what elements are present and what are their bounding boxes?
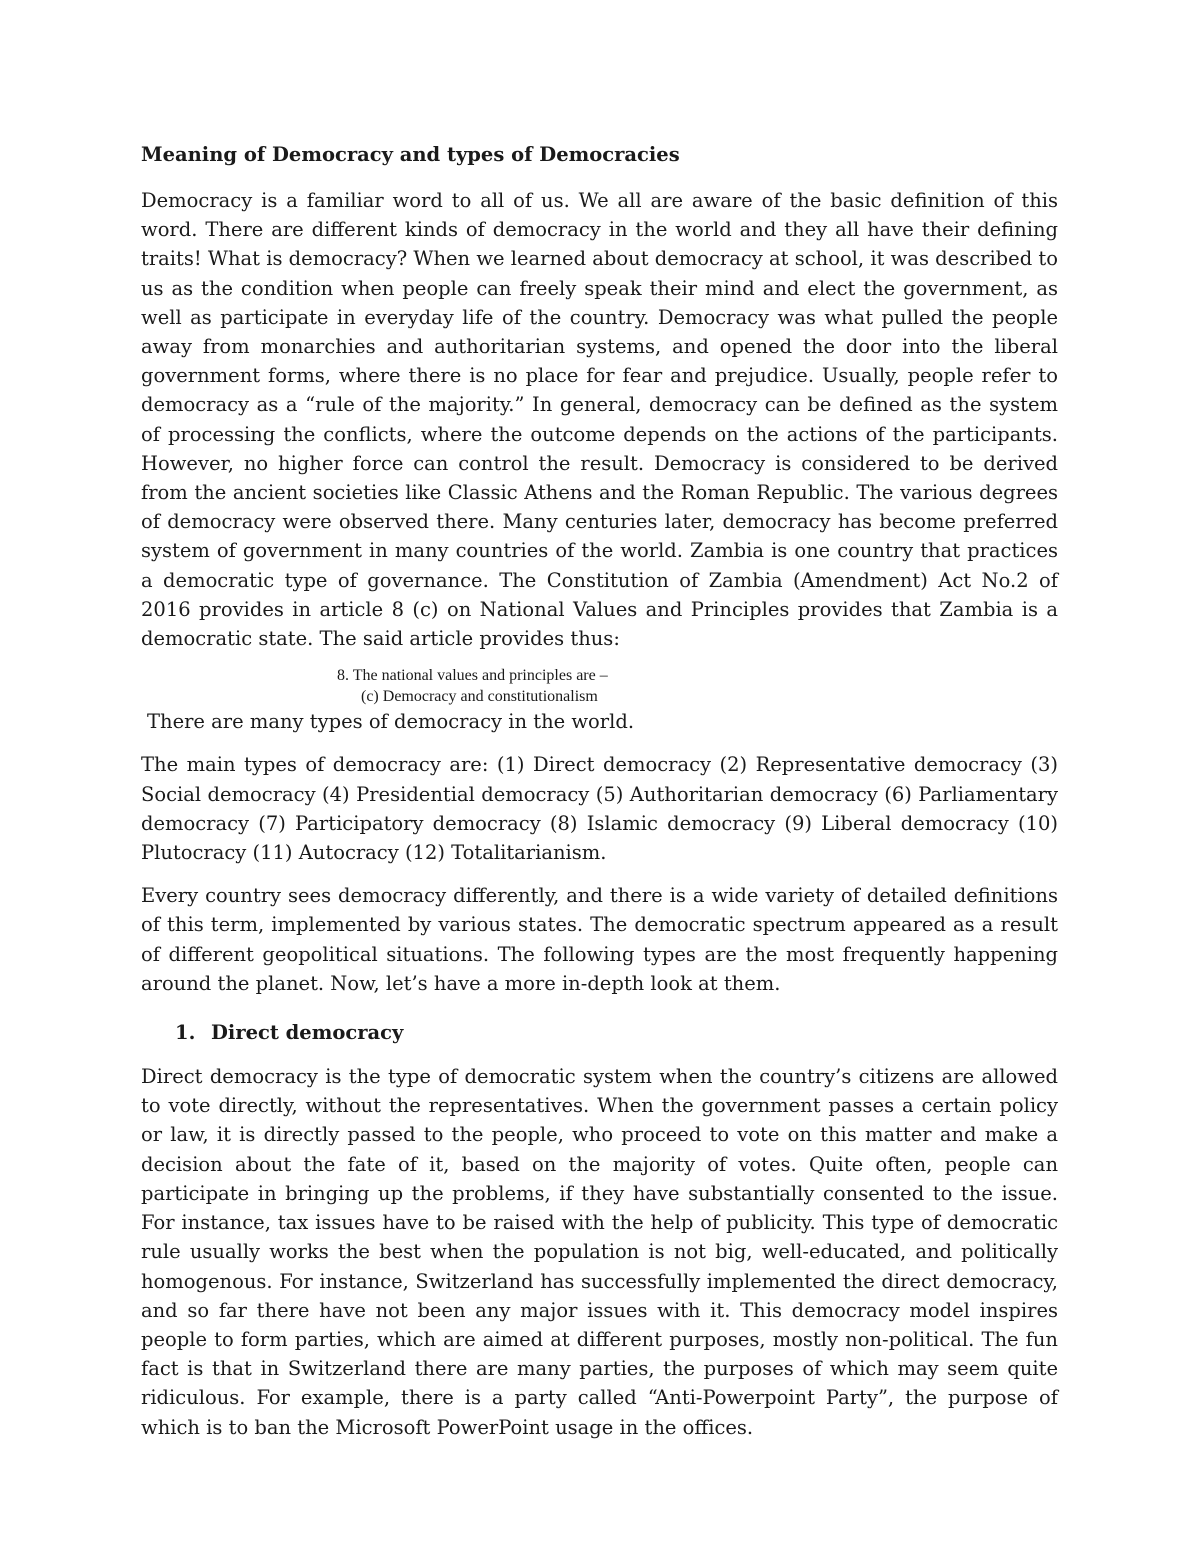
types-list-paragraph: The main types of democracy are: (1) Direct democracy (2) Representative democracy (3) Social democracy (4) Presidential democracy (5) Authoritarian democracy (6) Parliamentary democracy (7) Participatory democracy (8) Islamic democracy (9) Liberal democracy (10) Plutocracy (11) Autocracy (12) Totalitarianism. [141, 753, 1058, 865]
types-intro-sentence: There are many types of democracy in the world. [147, 710, 635, 734]
document-title: Meaning of Democracy and types of Democracies [141, 143, 680, 166]
section-heading-text: Direct democracy [211, 1021, 404, 1045]
quote-line-1: 8. The national values and principles are – [337, 667, 608, 685]
section-heading-direct-democracy [141, 1018, 1058, 1048]
quote-line-2: (c) Democracy and constitutionalism [361, 688, 598, 706]
document-page [141, 140, 1058, 1442]
direct-democracy-paragraph: Direct democracy is the type of democratic system when the country’s citizens are allowed to vote directly, without the representatives. When the government passes a certain policy or law, it is directly passed to the people, who proceed to vote on this matter and make a decision about the fate of it, based on the majority of votes. Quite often, people can participate in bringing up the problems, if they have substantially consented to the issue. For instance, tax issues have to be raised with the help of publicity. This type of democratic rule usually works the best when the population is not big, well-educated, and politically homogenous. For instance, Switzerland has successfully implemented the direct democracy, and so far there have not been any major issues with it. This democracy model inspires people to form parties, which are aimed at different purposes, mostly non-political. The fun fact is that in Switzerland there are many parties, the purposes of which may seem quite ridiculous. For example, there is a party called “Anti-Powerpoint Party”, the purpose of which is to ban the Microsoft PowerPoint usage in the offices. [141, 1065, 1058, 1439]
constitution-quote [141, 665, 1058, 707]
section-number: 1. [175, 1021, 196, 1045]
spectrum-paragraph: Every country sees democracy differently, and there is a wide variety of detailed definitions of this term, implemented by various states. The democratic spectrum appeared as a result of different geopolitical situations. The following types are the most frequently happening around the planet. Now, let’s have a more in-depth look at them. [141, 884, 1058, 995]
intro-paragraph: Democracy is a familiar word to all of us. We all are aware of the basic definition of this word. There are different kinds of democracy in the world and they all have their defining traits! What is democracy? When we learned about democracy at school, it was described to us as the condition when people can freely speak their mind and elect the government, as well as participate in everyday life of the country. Democracy was what pulled the people away from monarchies and authoritarian systems, and opened the door into the liberal government forms, where there is no place for fear and prejudice. Usually, people refer to democracy as a “rule of the majority.” In general, democracy can be defined as the system of processing the conflicts, where the outcome depends on the actions of the participants. However, no higher force can control the result. Democracy is considered to be derived from the ancient societies like Classic Athens and the Roman Republic. The various degrees of democracy were observed there. Many centuries later, democracy has become preferred system of government in many countries of the world. Zambia is one country that practices a democratic type of governance. The Constitution of Zambia (Amendment) Act No.2 of 2016 provides in article 8 (c) on National Values and Principles provides that Zambia is a democratic state. The said article provides thus: [141, 189, 1058, 651]
